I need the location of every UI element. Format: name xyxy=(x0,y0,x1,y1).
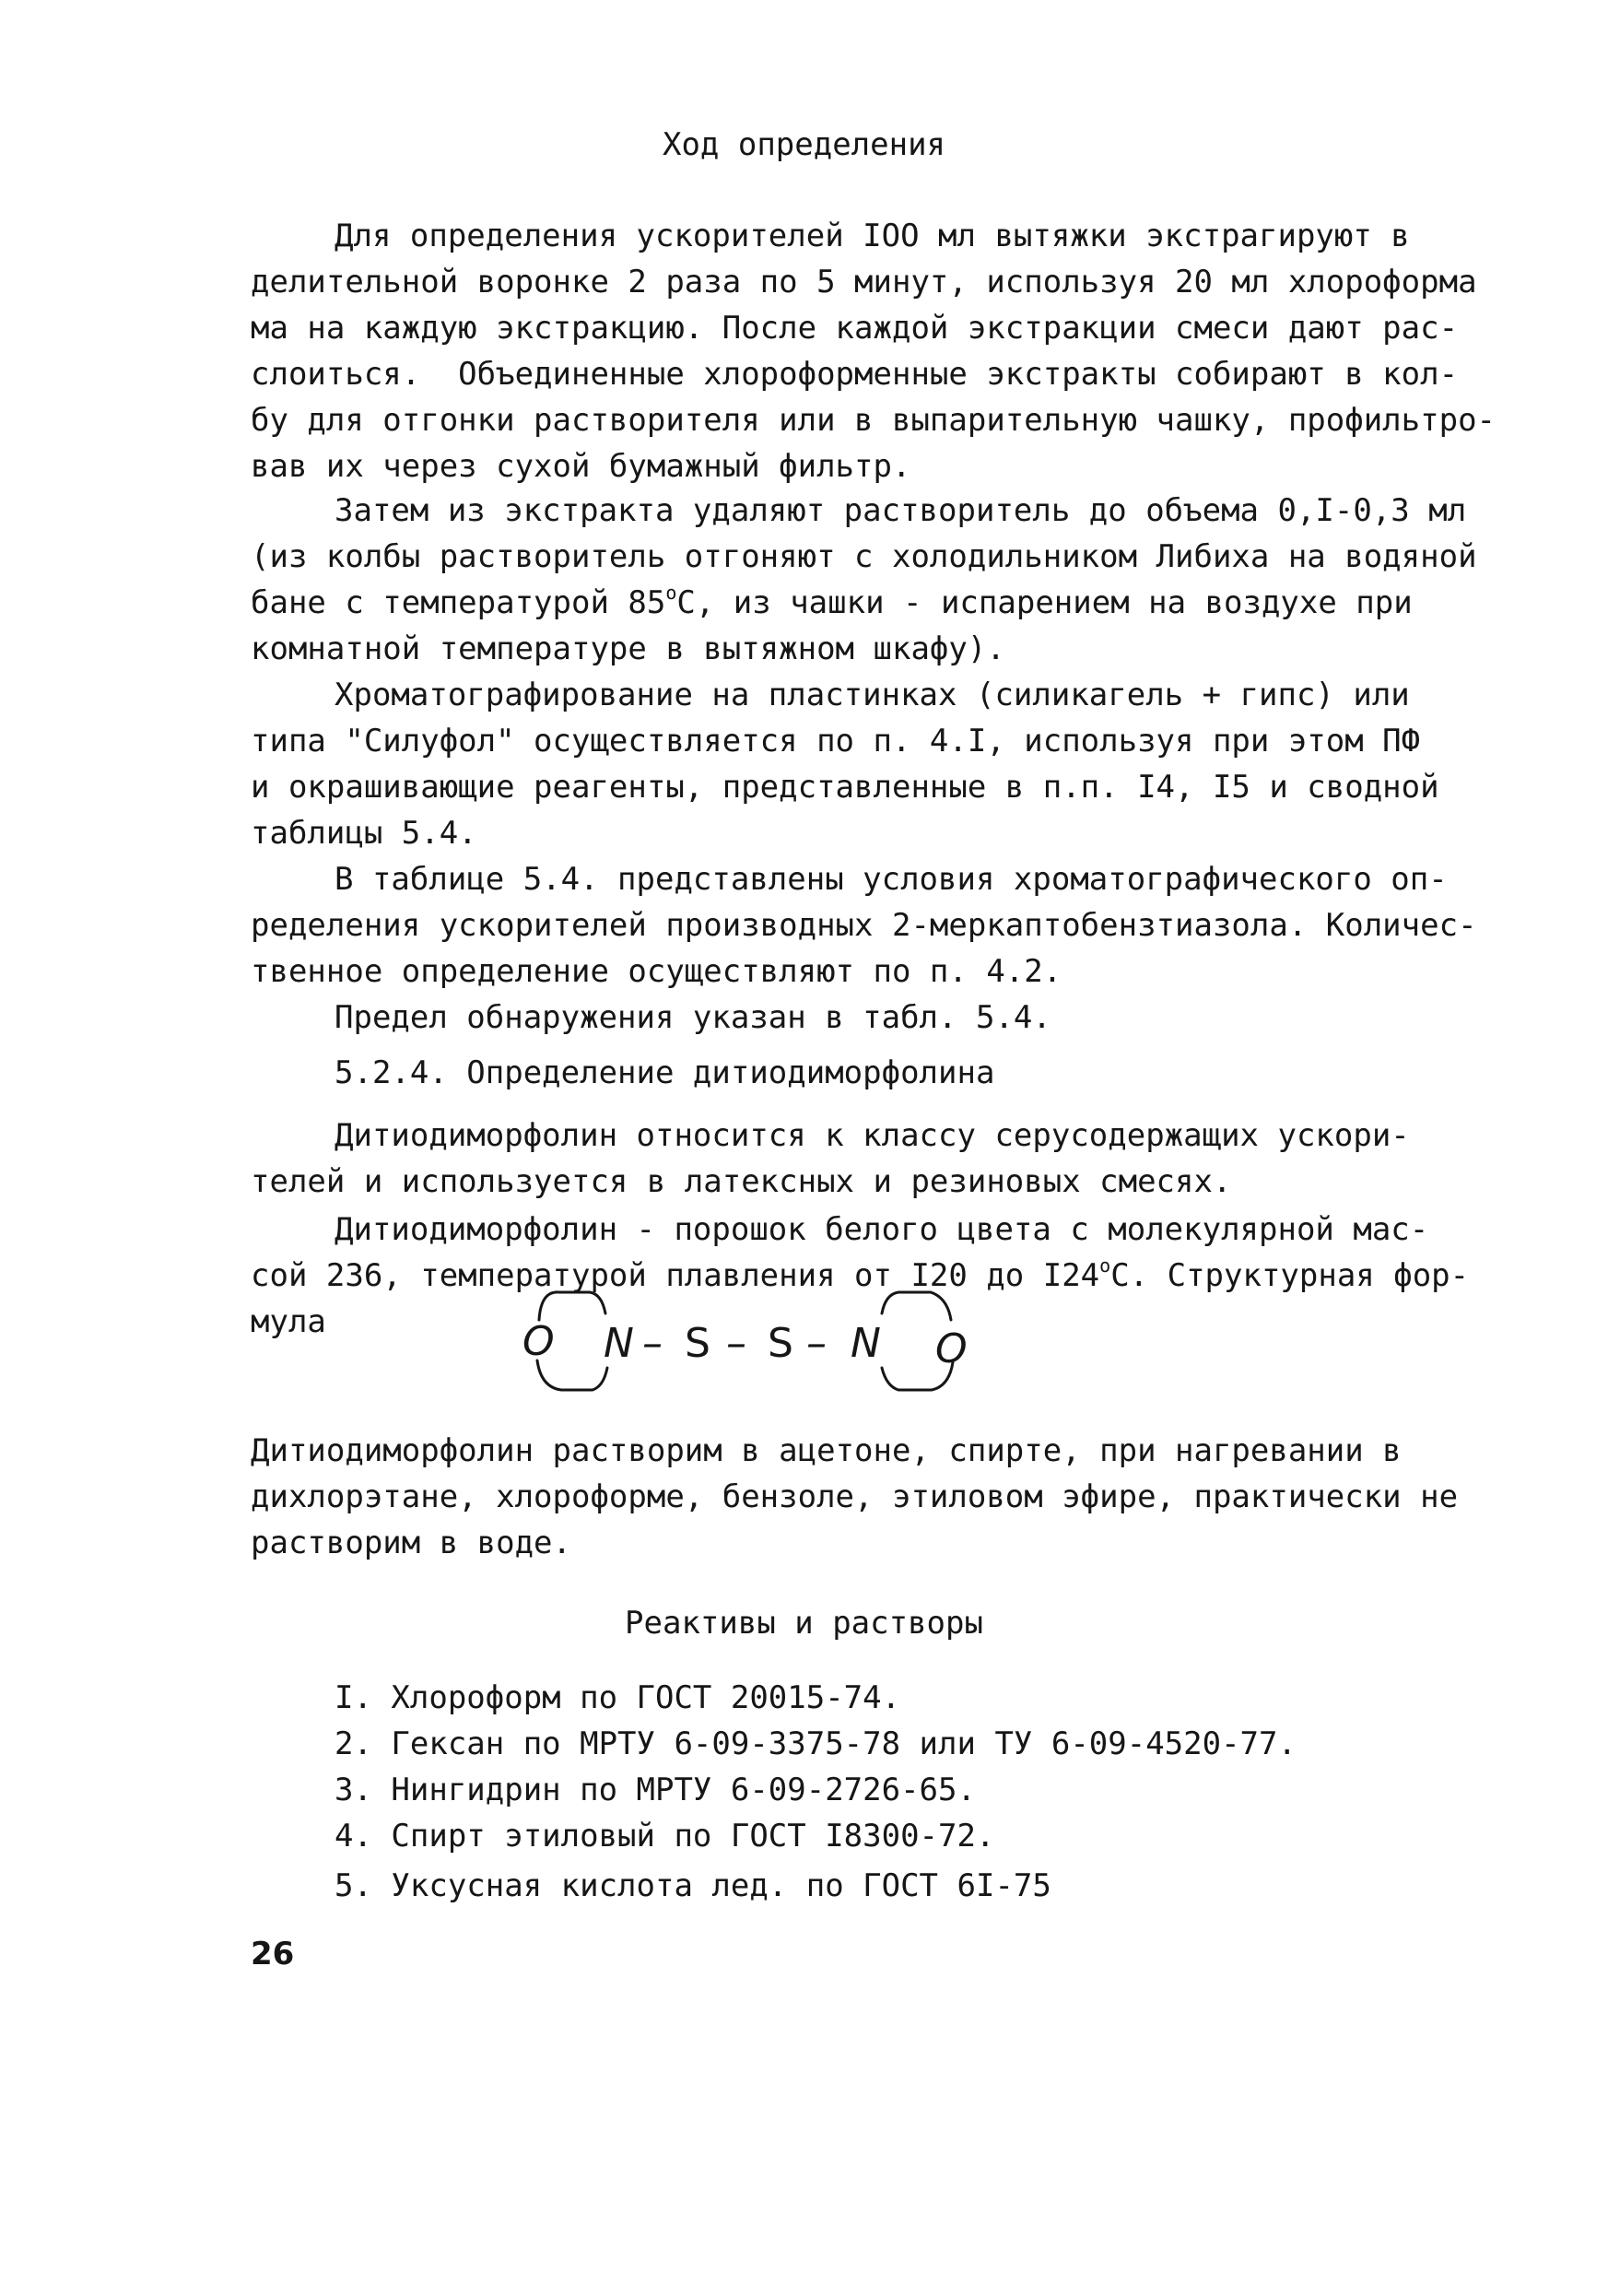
subsection-heading: 5.2.4. Определение дитиодиморфолина xyxy=(335,1054,995,1091)
paragraph-8-line-2: дихлорэтане, хлороформе, бензоле, этиловом эфире, практически не xyxy=(251,1478,1459,1515)
sulfur-1: S xyxy=(685,1320,710,1367)
paragraph-7-line-1: Дитиодиморфолин - порошок белого цвета с молекулярной мас- xyxy=(335,1211,1429,1248)
structural-formula xyxy=(502,1272,981,1410)
paragraph-7-line-2-text-a: сой 236, температурой плавления от I20 до I24 xyxy=(251,1257,1100,1294)
paragraph-7-line-3: мула xyxy=(251,1303,326,1340)
paragraph-2-line-1: Затем из экстракта удаляют растворитель до объема 0,I-0,3 мл xyxy=(335,492,1467,529)
bond-1: – xyxy=(642,1320,663,1367)
paragraph-2-line-3-text-b: С, из чашки - испарением на воздухе при xyxy=(676,584,1413,621)
paragraph-7-line-2-text-b: С. Структурная фор- xyxy=(1110,1257,1470,1294)
paragraph-1-line-1: Для определения ускорителей IOO мл вытяжки экстрагируют в xyxy=(335,218,1410,254)
reagent-item-3: 3. Нингидрин по МРТУ 6-09-2726-65. xyxy=(335,1772,976,1808)
paragraph-1-line-2: делительной воронке 2 раза по 5 минут, используя 20 мл хлороформа xyxy=(251,264,1477,300)
page-number: 26 xyxy=(251,1936,295,1972)
right-nitrogen: N xyxy=(851,1320,881,1367)
sulfur-2: S xyxy=(768,1320,793,1367)
paragraph-4-line-3: твенное определение осуществляют по п. 4.2. xyxy=(251,953,1062,990)
paragraph-6-line-2: телей и используется в латексных и резиновых смесях. xyxy=(251,1163,1232,1200)
degree-superscript: o xyxy=(665,582,677,604)
reagent-item-2: 2. Гексан по МРТУ 6-09-3375-78 или ТУ 6-09-4520-77. xyxy=(335,1725,1297,1762)
formula-atom-labels xyxy=(522,1318,968,1372)
paragraph-1-line-3: ма на каждую экстракцию. После каждой экстракции смеси дают рас- xyxy=(251,310,1459,347)
paragraph-8-line-3: растворим в воде. xyxy=(251,1525,571,1561)
paragraph-3-line-2: типа "Силуфол" осуществляется по п. 4.I, используя при этом ПФ xyxy=(251,723,1421,759)
paragraph-8-line-1: Дитиодиморфолин растворим в ацетоне, спирте, при нагревании в xyxy=(251,1432,1402,1469)
paragraph-3-line-3: и окрашивающие реагенты, представленные в п.п. I4, I5 и сводной xyxy=(251,769,1439,806)
left-ring-top-bonds xyxy=(539,1292,605,1320)
paragraph-2-line-3-text-a: бане с температурой 85 xyxy=(251,584,666,621)
paragraph-2-line-4: комнатной температуре в вытяжном шкафу). xyxy=(251,630,1005,667)
paragraph-1-line-4: слоиться. Объединенные хлороформенные экстракты собирают в кол- xyxy=(251,356,1459,393)
right-oxygen: O xyxy=(935,1325,968,1372)
left-nitrogen: N xyxy=(604,1320,634,1367)
reagent-item-5: 5. Уксусная кислота лед. по ГОСТ 6I-75 xyxy=(335,1867,1051,1904)
right-ring-top-bonds xyxy=(882,1292,951,1320)
reagent-item-4: 4. Спирт этиловый по ГОСТ I8300-72. xyxy=(335,1818,995,1854)
paragraph-6-line-1: Дитиодиморфолин относится к классу серусодержащих ускори- xyxy=(335,1117,1410,1154)
dithiodimorpholine-structure xyxy=(502,1272,981,1410)
degree-superscript: o xyxy=(1099,1254,1111,1277)
paragraph-5: Предел обнаружения указан в табл. 5.4. xyxy=(335,999,1051,1036)
paragraph-1-line-6: вав их через сухой бумажный фильтр. xyxy=(251,448,911,485)
left-oxygen: O xyxy=(522,1318,555,1365)
paragraph-3-line-1: Хроматографирование на пластинках (силикагель + гипс) или xyxy=(335,677,1410,713)
section-title: Ход определения xyxy=(662,126,946,163)
paragraph-4-line-1: В таблице 5.4. представлены условия хроматографического оп- xyxy=(335,861,1448,898)
paragraph-2-line-3 xyxy=(251,581,1413,626)
paragraph-2-line-2: (из колбы растворитель отгоняют с холодильником Либиха на водяной xyxy=(251,538,1477,575)
bond-2: – xyxy=(726,1320,746,1367)
bond-3: – xyxy=(806,1320,827,1367)
paragraph-4-line-2: ределения ускорителей производных 2-меркаптобензтиазола. Количес- xyxy=(251,907,1477,944)
paragraph-1-line-5: бу для отгонки растворителя или в выпарительную чашку, профильтро- xyxy=(251,402,1496,439)
paragraph-3-line-4: таблицы 5.4. xyxy=(251,815,477,852)
reagents-title: Реактивы и растворы xyxy=(625,1605,983,1642)
reagent-item-1: I. Хлороформ по ГОСТ 20015-74. xyxy=(335,1679,901,1716)
